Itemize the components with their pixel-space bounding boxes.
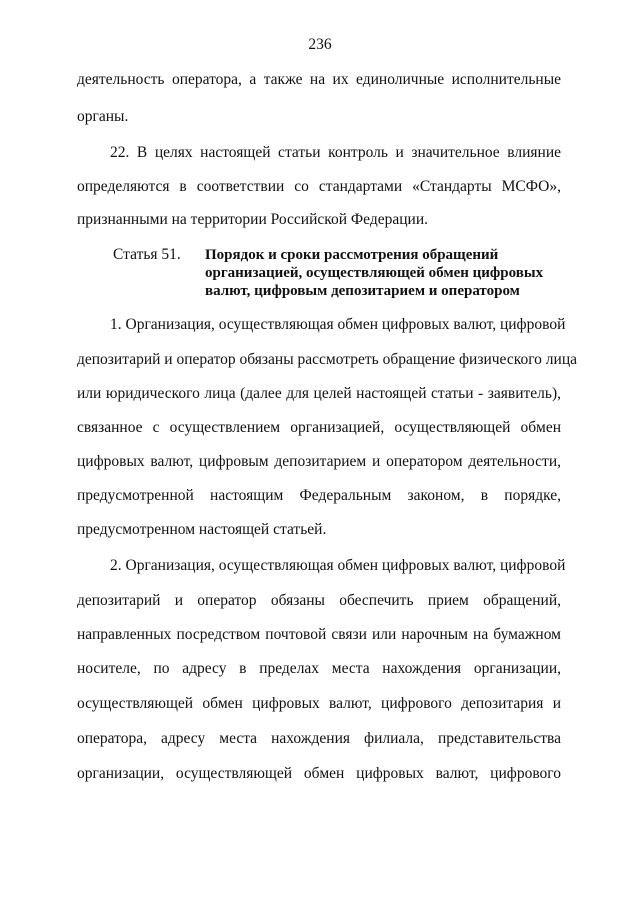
- text-line: 1. Организация, осуществляющая обмен цифровых валют, цифровой: [110, 316, 566, 333]
- text-line: деятельность оператора, а также на их единоличные исполнительные: [77, 71, 561, 88]
- text-line: предусмотренной настоящим Федеральным законом, в порядке,: [77, 487, 561, 504]
- text-line: связанное с осуществлением организацией, осуществляющей обмен: [77, 419, 561, 436]
- article-title: [205, 246, 561, 300]
- text-line: признанными на территории Российской Федерации.: [77, 211, 428, 228]
- page-number: 236: [308, 36, 332, 53]
- text-line: или юридического лица (далее для целей настоящей статьи - заявитель),: [77, 385, 561, 402]
- article-title-line: организацией, осуществляющей обмен цифровых: [205, 265, 544, 281]
- text-line: направленных посредством почтовой связи или нарочным на бумажном: [77, 626, 561, 643]
- text-line: осуществляющей обмен цифровых валют, цифрового депозитария и: [77, 695, 561, 712]
- text-line: предусмотренном настоящей статьей.: [77, 521, 327, 538]
- article-title-line: валют, цифровым депозитарием и оператором: [205, 283, 520, 299]
- text-line: оператора, адресу места нахождения филиала, представительства: [77, 730, 561, 747]
- text-line: цифровых валют, цифровым депозитарием и оператором деятельности,: [77, 453, 561, 470]
- text-line: организации, осуществляющей обмен цифровых валют, цифрового: [77, 765, 561, 782]
- text-line: 2. Организация, осуществляющая обмен цифровых валют, цифровой: [110, 557, 566, 574]
- article-label: Статья 51.: [113, 246, 181, 263]
- text-line: депозитарий и оператор обязаны обеспечить прием обращений,: [77, 592, 561, 609]
- text-line: носителе, по адресу в пределах места нахождения организации,: [77, 660, 561, 677]
- text-line: 22. В целях настоящей статьи контроль и значительное влияние: [110, 144, 561, 161]
- text-line: определяются в соответствии со стандартами «Стандарты МСФО»,: [77, 178, 561, 195]
- text-line: органы.: [77, 108, 129, 125]
- article-title-line: Порядок и сроки рассмотрения обращений: [205, 247, 499, 263]
- text-line: депозитарий и оператор обязаны рассмотреть обращение физического лица: [77, 351, 577, 368]
